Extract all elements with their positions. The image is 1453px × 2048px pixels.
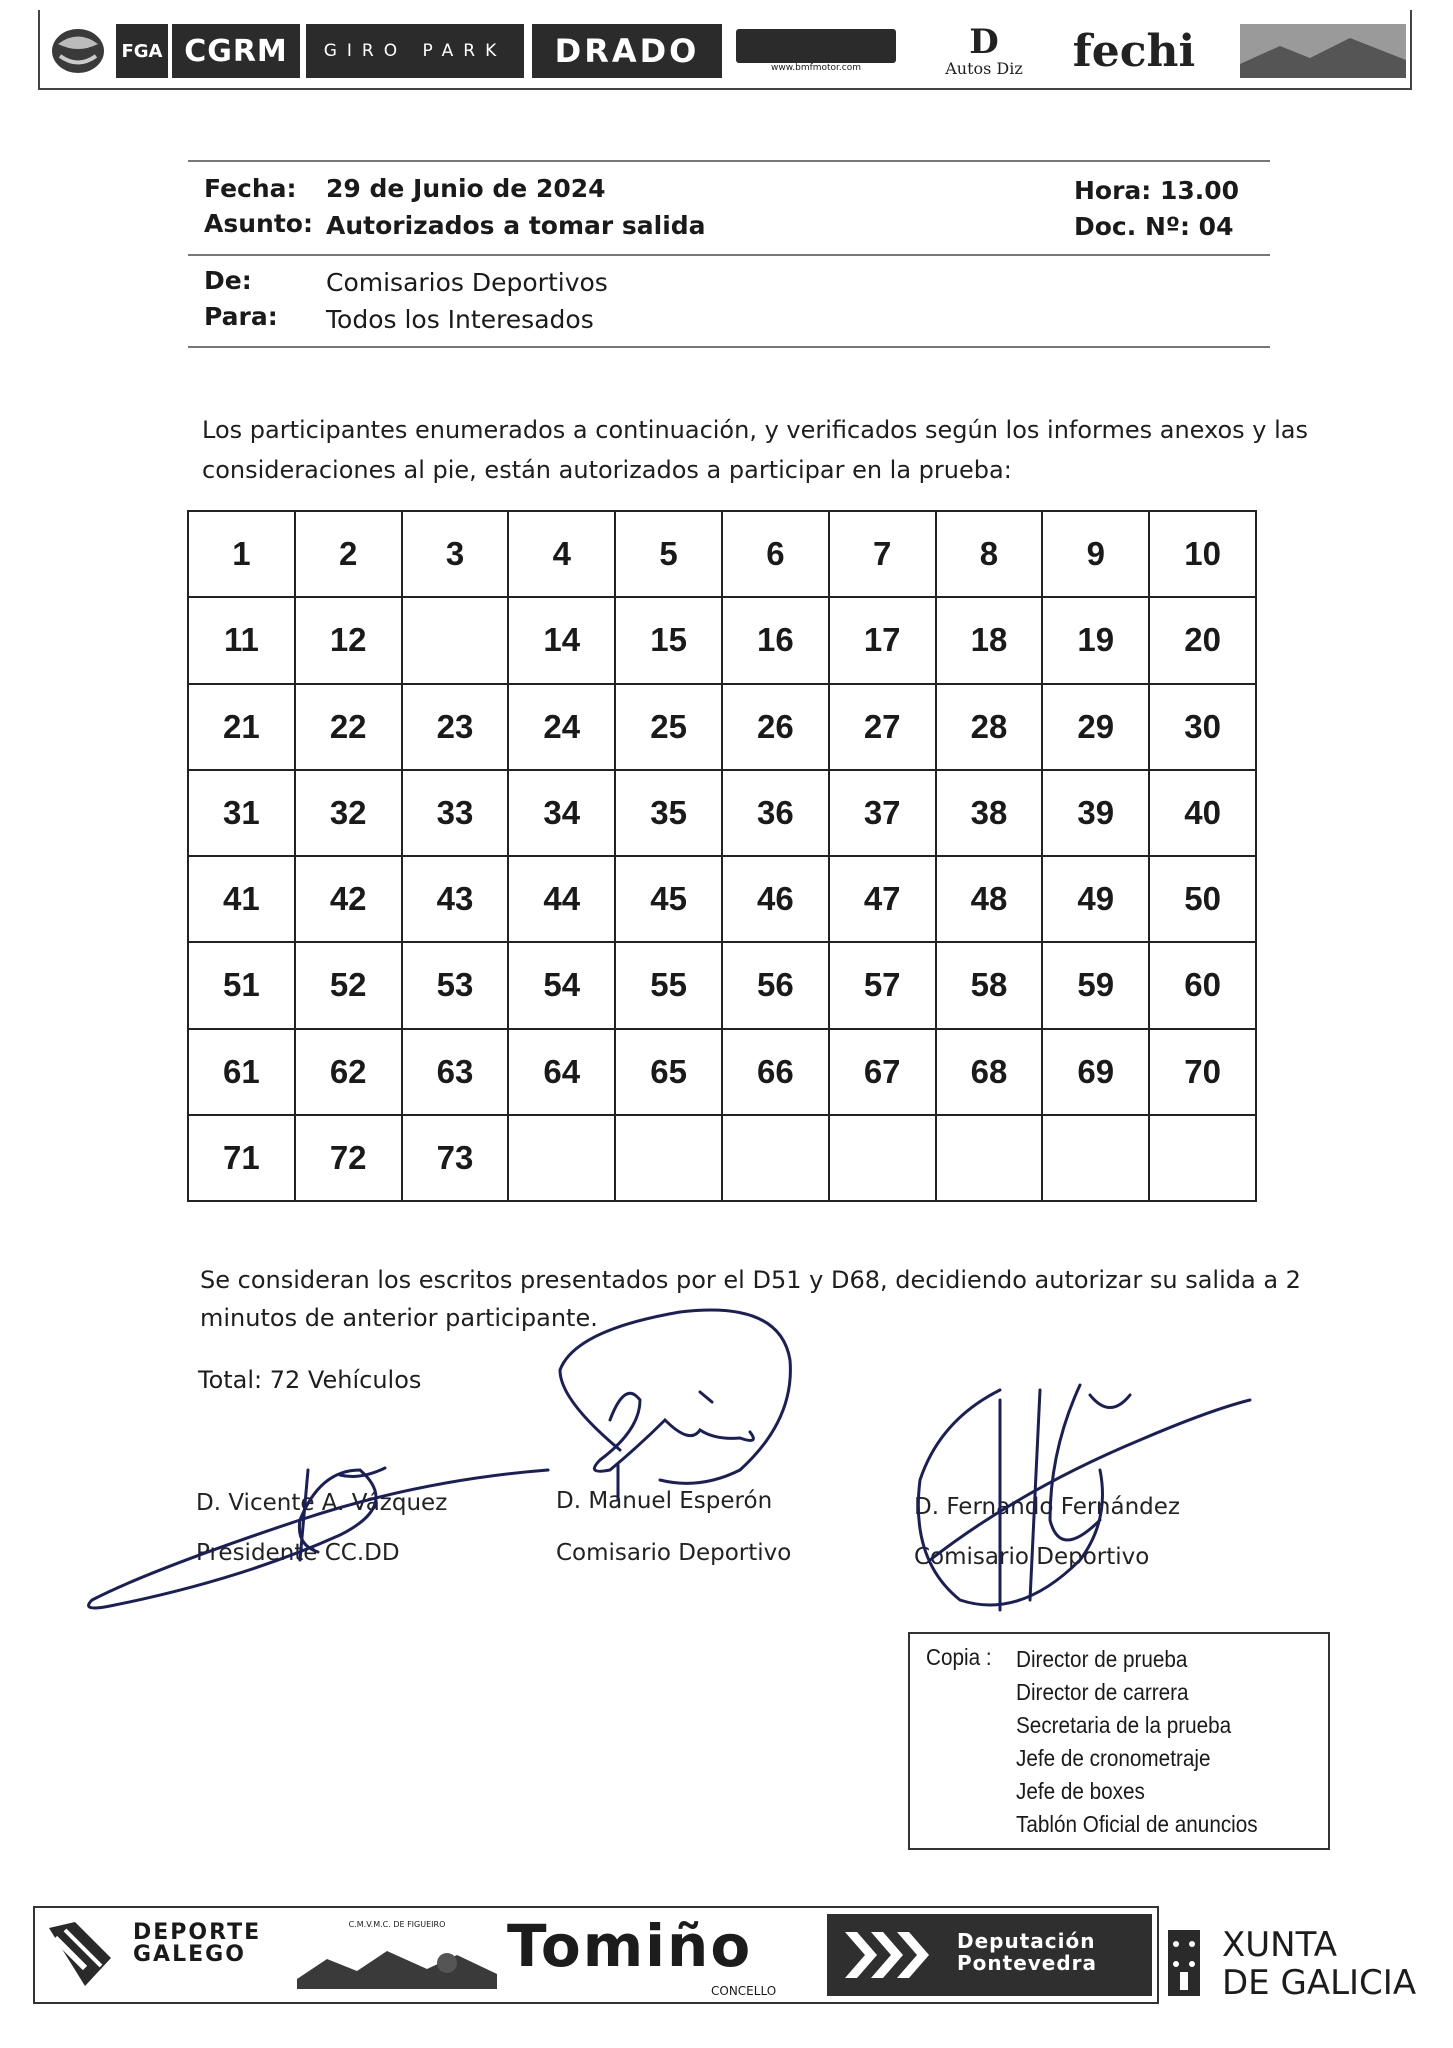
deputacion-chevrons-icon — [843, 1930, 933, 1980]
participant-number-cell: 60 — [1149, 942, 1256, 1028]
participant-number-cell: 10 — [1149, 511, 1256, 597]
participant-number-cell: 30 — [1149, 684, 1256, 770]
participant-number-cell: 45 — [615, 856, 722, 942]
giro-park-logo: GIRO PARK — [306, 24, 524, 78]
para-label: Para: — [204, 302, 278, 331]
participant-number-cell: 9 — [1042, 511, 1149, 597]
participant-number-cell: 37 — [829, 770, 936, 856]
intro-line-1: Los participantes enumerados a continuación, y verificados según los informes anexos y las — [202, 416, 1309, 444]
participant-number-cell: 24 — [508, 684, 615, 770]
participant-number-cell: 68 — [936, 1029, 1043, 1115]
participant-number-cell: 72 — [295, 1115, 402, 1201]
note-line-1: Se consideran los escritos presentados por el D51 y D68, decidiendo autorizar su salida a 2 — [200, 1266, 1301, 1294]
participant-number-cell: 22 — [295, 684, 402, 770]
participant-number-cell: 46 — [722, 856, 829, 942]
participant-number-cell: 51 — [188, 942, 295, 1028]
participant-number-cell: 57 — [829, 942, 936, 1028]
signatory-2-name: D. Manuel Esperón — [556, 1488, 773, 1514]
participant-number-cell: 73 — [402, 1115, 509, 1201]
participant-number-cell: 2 — [295, 511, 402, 597]
copy-recipient: Jefe de boxes — [1016, 1778, 1145, 1804]
participant-number-cell: 1 — [188, 511, 295, 597]
participant-number-cell: 29 — [1042, 684, 1149, 770]
cmvmc-logo: C.M.V.M.C. DE FIGUEIRO — [297, 1920, 497, 1996]
participant-number-cell: 14 — [508, 597, 615, 683]
fechi-logo: fechi — [1072, 25, 1196, 77]
signatory-3-name: D. Fernando Fernández — [914, 1494, 1180, 1520]
signatory-1-role: Presidente CC.DD — [196, 1540, 400, 1566]
participant-number-cell: 39 — [1042, 770, 1149, 856]
participant-number-cell: 17 — [829, 597, 936, 683]
participant-number-cell: 11 — [188, 597, 295, 683]
participant-number-cell: 36 — [722, 770, 829, 856]
participant-number-cell: 63 — [402, 1029, 509, 1115]
participant-number-cell: 70 — [1149, 1029, 1256, 1115]
participant-number-cell: 6 — [722, 511, 829, 597]
participant-number-cell: 18 — [936, 597, 1043, 683]
participant-number-cell: 65 — [615, 1029, 722, 1115]
signatory-3-role: Comisario Deportivo — [914, 1544, 1150, 1570]
participant-number-cell: 25 — [615, 684, 722, 770]
note-line-2: minutos de anterior participante. — [200, 1304, 598, 1332]
copy-distribution-box — [908, 1632, 1330, 1850]
participant-number-cell: 56 — [722, 942, 829, 1028]
signatory-2-role: Comisario Deportivo — [556, 1540, 792, 1566]
participant-number-cell: 64 — [508, 1029, 615, 1115]
intro-line-2: consideraciones al pie, están autorizados a participar en la prueba: — [202, 456, 1012, 484]
participant-number-cell: 7 — [829, 511, 936, 597]
participant-number-cell: 52 — [295, 942, 402, 1028]
bottom-sponsor-strip — [33, 1906, 1159, 2004]
xunta-emblem-icon — [1164, 1922, 1204, 2002]
copy-recipient: Director de carrera — [1016, 1679, 1189, 1705]
participant-number-cell: 8 — [936, 511, 1043, 597]
participant-number-cell: 27 — [829, 684, 936, 770]
participant-number-cell: 66 — [722, 1029, 829, 1115]
participant-number-cell: 19 — [1042, 597, 1149, 683]
fecha-value: 29 de Junio de 2024 — [326, 174, 606, 203]
participant-number-cell: 55 — [615, 942, 722, 1028]
para-value: Todos los Interesados — [326, 305, 594, 334]
participant-number-cell: 16 — [722, 597, 829, 683]
drado-logo: DRADO — [532, 24, 722, 78]
autos-diz-logo: D Autos Diz — [945, 21, 1023, 78]
de-label: De: — [204, 266, 252, 295]
participant-number-cell: 69 — [1042, 1029, 1149, 1115]
hora-value: Hora: 13.00 — [1074, 176, 1240, 205]
participant-number-cell: 54 — [508, 942, 615, 1028]
asunto-value: Autorizados a tomar salida — [326, 211, 706, 240]
participant-number-cell: 42 — [295, 856, 402, 942]
deputacion-pontevedra-logo: Deputación Pontevedra — [827, 1914, 1152, 1996]
fecha-label: Fecha: — [204, 174, 297, 203]
doc-number: Doc. Nº: 04 — [1074, 212, 1234, 241]
participant-number-cell: 20 — [1149, 597, 1256, 683]
signature-1 — [89, 1470, 548, 1608]
participant-number-cell: 15 — [615, 597, 722, 683]
participant-number-cell: 12 — [295, 597, 402, 683]
participant-number-cell: 61 — [188, 1029, 295, 1115]
cgrm-logo: CGRM — [172, 24, 300, 78]
asunto-label: Asunto: — [204, 209, 313, 238]
xunta-de-galicia-logo: XUNTA DE GALICIA — [1222, 1925, 1417, 2003]
copy-recipient: Jefe de cronometraje — [1016, 1745, 1211, 1771]
participant-number-cell: 53 — [402, 942, 509, 1028]
participant-number-cell: 67 — [829, 1029, 936, 1115]
participant-number-cell: 44 — [508, 856, 615, 942]
participant-number-cell: 50 — [1149, 856, 1256, 942]
concello-caption: CONCELLO — [711, 1984, 777, 1998]
copy-recipient: Tablón Oficial de anuncios — [1016, 1811, 1258, 1837]
participant-number-cell: 48 — [936, 856, 1043, 942]
participant-number-cell: 35 — [615, 770, 722, 856]
bmf-logo: www.bmfmotor.com — [732, 24, 900, 78]
participant-number-cell: 33 — [402, 770, 509, 856]
deporte-galego-icon — [45, 1918, 115, 1990]
participant-number-cell: 38 — [936, 770, 1043, 856]
copy-recipient: Secretaria de la prueba — [1016, 1712, 1232, 1738]
participant-number-cell: 71 — [188, 1115, 295, 1201]
signature-3 — [918, 1390, 1102, 1605]
participant-number-cell: 4 — [508, 511, 615, 597]
participant-number-cell: 32 — [295, 770, 402, 856]
participant-number-cell: 43 — [402, 856, 509, 942]
participant-number-cell: 23 — [402, 684, 509, 770]
participant-number-cell: 40 — [1149, 770, 1256, 856]
deporte-galego-logo: DEPORTE GALEGO — [133, 1920, 262, 1967]
signatory-1-name: D. Vicente A. Vázquez — [196, 1490, 448, 1516]
participant-number-cell: 49 — [1042, 856, 1149, 942]
participant-number-cell: 34 — [508, 770, 615, 856]
scenery-icon — [297, 1929, 497, 1989]
participant-number-cell: 58 — [936, 942, 1043, 1028]
copy-recipient: Director de prueba — [1016, 1646, 1188, 1672]
total-vehicles: Total: 72 Vehículos — [198, 1366, 422, 1394]
tomino-logo: Tomiño — [507, 1912, 753, 1980]
participant-number-cell: 41 — [188, 856, 295, 942]
participant-number-cell: 31 — [188, 770, 295, 856]
participant-number-cell: 62 — [295, 1029, 402, 1115]
de-value: Comisarios Deportivos — [326, 268, 608, 297]
fga-logo: FGA — [116, 24, 168, 78]
participant-number-cell: 47 — [829, 856, 936, 942]
participant-number-cell: 3 — [402, 511, 509, 597]
participant-number-cell: 59 — [1042, 942, 1149, 1028]
participant-number-cell: 5 — [615, 511, 722, 597]
copy-label: Copia : — [926, 1644, 992, 1670]
participant-number-cell: 26 — [722, 684, 829, 770]
participant-number-cell: 21 — [188, 684, 295, 770]
signature-2 — [560, 1310, 790, 1483]
participant-number-cell: 28 — [936, 684, 1043, 770]
